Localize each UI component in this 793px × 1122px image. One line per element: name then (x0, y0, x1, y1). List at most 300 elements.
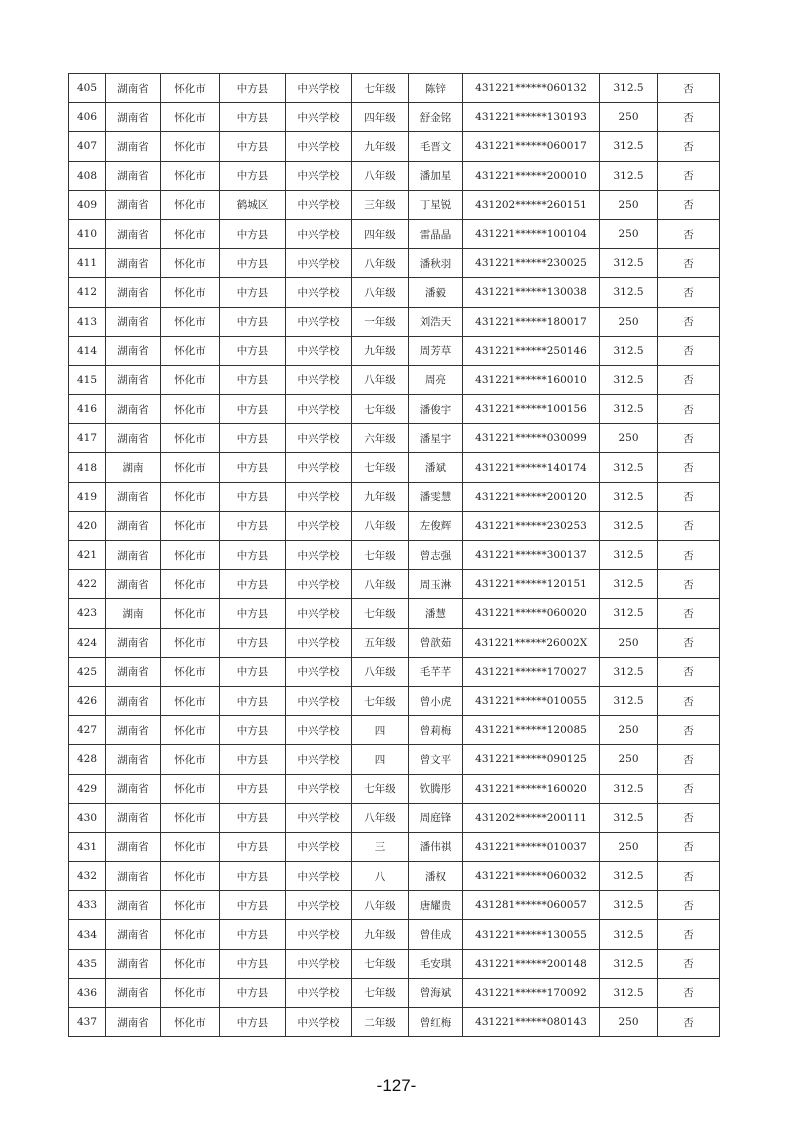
cell-amount: 250 (600, 307, 658, 336)
cell-school: 中兴学校 (286, 978, 352, 1007)
cell-student-name: 潘毅 (409, 278, 463, 307)
cell-id-number: 431221******200148 (463, 949, 600, 978)
cell-row-index: 406 (69, 103, 106, 132)
cell-row-index: 416 (69, 395, 106, 424)
table-row (69, 103, 720, 132)
cell-county: 中方县 (220, 716, 286, 745)
cell-id-number: 431221******26002X (463, 628, 600, 657)
cell-id-number: 431221******010055 (463, 686, 600, 715)
cell-row-index: 418 (69, 453, 106, 482)
cell-row-index: 417 (69, 424, 106, 453)
cell-county: 鹤城区 (220, 190, 286, 219)
cell-id-number: 431221******060020 (463, 599, 600, 628)
cell-row-index: 432 (69, 862, 106, 891)
cell-province: 湖南省 (106, 541, 161, 570)
cell-student-name: 潘慧 (409, 599, 463, 628)
cell-county: 中方县 (220, 278, 286, 307)
cell-city: 怀化市 (161, 190, 220, 219)
cell-amount: 312.5 (600, 249, 658, 278)
cell-flag: 否 (658, 599, 720, 628)
cell-amount: 312.5 (600, 453, 658, 482)
cell-grade: 七年级 (352, 686, 409, 715)
cell-amount: 250 (600, 219, 658, 248)
cell-city: 怀化市 (161, 599, 220, 628)
cell-row-index: 437 (69, 1008, 106, 1037)
cell-id-number: 431221******010037 (463, 832, 600, 861)
cell-id-number: 431202******260151 (463, 190, 600, 219)
cell-grade: 二年级 (352, 1008, 409, 1037)
cell-amount: 312.5 (600, 891, 658, 920)
cell-student-name: 潘加星 (409, 161, 463, 190)
cell-city: 怀化市 (161, 774, 220, 803)
cell-student-name: 曾佳成 (409, 920, 463, 949)
cell-amount: 312.5 (600, 278, 658, 307)
cell-id-number: 431202******200111 (463, 803, 600, 832)
cell-id-number: 431221******120085 (463, 716, 600, 745)
cell-city: 怀化市 (161, 336, 220, 365)
cell-row-index: 425 (69, 657, 106, 686)
cell-city: 怀化市 (161, 278, 220, 307)
cell-student-name: 潘秋羽 (409, 249, 463, 278)
cell-grade: 七年级 (352, 74, 409, 103)
cell-school: 中兴学校 (286, 774, 352, 803)
table-row (69, 920, 720, 949)
cell-row-index: 412 (69, 278, 106, 307)
table-row (69, 803, 720, 832)
cell-province: 湖南省 (106, 365, 161, 394)
cell-id-number: 431221******130055 (463, 920, 600, 949)
cell-city: 怀化市 (161, 1008, 220, 1037)
cell-id-number: 431221******200120 (463, 482, 600, 511)
cell-city: 怀化市 (161, 570, 220, 599)
table-row (69, 365, 720, 394)
cell-grade: 四年级 (352, 219, 409, 248)
cell-row-index: 431 (69, 832, 106, 861)
cell-row-index: 409 (69, 190, 106, 219)
table-row (69, 453, 720, 482)
cell-county: 中方县 (220, 657, 286, 686)
cell-city: 怀化市 (161, 920, 220, 949)
cell-row-index: 411 (69, 249, 106, 278)
cell-student-name: 曾红梅 (409, 1008, 463, 1037)
cell-county: 中方县 (220, 1008, 286, 1037)
cell-student-name: 刘浩天 (409, 307, 463, 336)
cell-id-number: 431221******140174 (463, 453, 600, 482)
cell-flag: 否 (658, 453, 720, 482)
cell-school: 中兴学校 (286, 249, 352, 278)
cell-student-name: 曾海斌 (409, 978, 463, 1007)
cell-flag: 否 (658, 716, 720, 745)
table-row (69, 657, 720, 686)
table-body (69, 74, 720, 1037)
cell-flag: 否 (658, 249, 720, 278)
cell-amount: 250 (600, 103, 658, 132)
cell-city: 怀化市 (161, 219, 220, 248)
cell-row-index: 435 (69, 949, 106, 978)
cell-county: 中方县 (220, 307, 286, 336)
cell-student-name: 曾歆茹 (409, 628, 463, 657)
cell-city: 怀化市 (161, 832, 220, 861)
cell-amount: 250 (600, 745, 658, 774)
cell-grade: 八年级 (352, 365, 409, 394)
cell-county: 中方县 (220, 132, 286, 161)
cell-county: 中方县 (220, 424, 286, 453)
cell-student-name: 潘伟祺 (409, 832, 463, 861)
cell-student-name: 潘权 (409, 862, 463, 891)
cell-school: 中兴学校 (286, 424, 352, 453)
cell-amount: 312.5 (600, 365, 658, 394)
cell-row-index: 415 (69, 365, 106, 394)
cell-province: 湖南省 (106, 424, 161, 453)
cell-city: 怀化市 (161, 482, 220, 511)
cell-student-name: 潘俊宇 (409, 395, 463, 424)
cell-grade: 八年级 (352, 891, 409, 920)
cell-student-name: 周玉淋 (409, 570, 463, 599)
cell-row-index: 405 (69, 74, 106, 103)
cell-county: 中方县 (220, 511, 286, 540)
cell-id-number: 431221******180017 (463, 307, 600, 336)
cell-school: 中兴学校 (286, 949, 352, 978)
cell-id-number: 431221******200010 (463, 161, 600, 190)
table-row (69, 132, 720, 161)
cell-amount: 312.5 (600, 132, 658, 161)
cell-flag: 否 (658, 482, 720, 511)
cell-province: 湖南省 (106, 336, 161, 365)
cell-school: 中兴学校 (286, 74, 352, 103)
cell-flag: 否 (658, 803, 720, 832)
cell-province: 湖南省 (106, 920, 161, 949)
table-row (69, 599, 720, 628)
table-row (69, 278, 720, 307)
cell-flag: 否 (658, 541, 720, 570)
cell-row-index: 434 (69, 920, 106, 949)
student-table (68, 73, 720, 1037)
cell-amount: 250 (600, 424, 658, 453)
cell-student-name: 毛晋文 (409, 132, 463, 161)
cell-province: 湖南 (106, 453, 161, 482)
cell-row-index: 408 (69, 161, 106, 190)
cell-row-index: 426 (69, 686, 106, 715)
cell-id-number: 431281******060057 (463, 891, 600, 920)
cell-row-index: 422 (69, 570, 106, 599)
cell-flag: 否 (658, 774, 720, 803)
cell-student-name: 周庭锋 (409, 803, 463, 832)
table-row (69, 1008, 720, 1037)
cell-grade: 五年级 (352, 628, 409, 657)
cell-student-name: 毛安琪 (409, 949, 463, 978)
table-row (69, 745, 720, 774)
cell-school: 中兴学校 (286, 482, 352, 511)
cell-city: 怀化市 (161, 745, 220, 774)
cell-row-index: 428 (69, 745, 106, 774)
cell-city: 怀化市 (161, 249, 220, 278)
cell-city: 怀化市 (161, 424, 220, 453)
cell-city: 怀化市 (161, 365, 220, 394)
cell-county: 中方县 (220, 74, 286, 103)
cell-flag: 否 (658, 219, 720, 248)
cell-county: 中方县 (220, 774, 286, 803)
cell-row-index: 430 (69, 803, 106, 832)
cell-province: 湖南省 (106, 103, 161, 132)
cell-id-number: 431221******100156 (463, 395, 600, 424)
cell-student-name: 潘雯慧 (409, 482, 463, 511)
cell-flag: 否 (658, 570, 720, 599)
cell-province: 湖南省 (106, 132, 161, 161)
cell-province: 湖南省 (106, 307, 161, 336)
cell-amount: 312.5 (600, 657, 658, 686)
cell-county: 中方县 (220, 336, 286, 365)
cell-grade: 八年级 (352, 161, 409, 190)
cell-grade: 一年级 (352, 307, 409, 336)
cell-amount: 250 (600, 190, 658, 219)
cell-province: 湖南省 (106, 774, 161, 803)
cell-flag: 否 (658, 657, 720, 686)
cell-row-index: 436 (69, 978, 106, 1007)
cell-id-number: 431221******170027 (463, 657, 600, 686)
cell-grade: 七年级 (352, 541, 409, 570)
cell-school: 中兴学校 (286, 1008, 352, 1037)
cell-province: 湖南省 (106, 219, 161, 248)
table-row (69, 541, 720, 570)
cell-student-name: 舒金铭 (409, 103, 463, 132)
cell-amount: 312.5 (600, 395, 658, 424)
cell-student-name: 潘斌 (409, 453, 463, 482)
cell-county: 中方县 (220, 599, 286, 628)
cell-row-index: 407 (69, 132, 106, 161)
cell-grade: 七年级 (352, 978, 409, 1007)
cell-flag: 否 (658, 686, 720, 715)
cell-city: 怀化市 (161, 657, 220, 686)
cell-province: 湖南省 (106, 949, 161, 978)
cell-province: 湖南省 (106, 628, 161, 657)
cell-student-name: 曾志强 (409, 541, 463, 570)
cell-student-name: 周亮 (409, 365, 463, 394)
cell-province: 湖南省 (106, 482, 161, 511)
cell-city: 怀化市 (161, 511, 220, 540)
cell-city: 怀化市 (161, 453, 220, 482)
cell-flag: 否 (658, 365, 720, 394)
cell-flag: 否 (658, 190, 720, 219)
table-row (69, 628, 720, 657)
cell-grade: 三年级 (352, 190, 409, 219)
cell-school: 中兴学校 (286, 686, 352, 715)
cell-province: 湖南省 (106, 657, 161, 686)
cell-province: 湖南省 (106, 716, 161, 745)
cell-city: 怀化市 (161, 949, 220, 978)
cell-id-number: 431221******160010 (463, 365, 600, 394)
cell-student-name: 潘星宇 (409, 424, 463, 453)
cell-county: 中方县 (220, 161, 286, 190)
cell-county: 中方县 (220, 803, 286, 832)
cell-county: 中方县 (220, 482, 286, 511)
cell-amount: 312.5 (600, 541, 658, 570)
cell-province: 湖南省 (106, 745, 161, 774)
cell-county: 中方县 (220, 570, 286, 599)
cell-county: 中方县 (220, 395, 286, 424)
cell-school: 中兴学校 (286, 336, 352, 365)
cell-grade: 四年级 (352, 103, 409, 132)
cell-grade: 八年级 (352, 803, 409, 832)
cell-school: 中兴学校 (286, 365, 352, 394)
table-row (69, 424, 720, 453)
cell-city: 怀化市 (161, 862, 220, 891)
cell-student-name: 陈锌 (409, 74, 463, 103)
cell-grade: 七年级 (352, 453, 409, 482)
cell-student-name: 钦腾彤 (409, 774, 463, 803)
cell-grade: 三 (352, 832, 409, 861)
cell-flag: 否 (658, 307, 720, 336)
cell-row-index: 433 (69, 891, 106, 920)
cell-flag: 否 (658, 132, 720, 161)
cell-province: 湖南省 (106, 978, 161, 1007)
cell-id-number: 431221******090125 (463, 745, 600, 774)
cell-grade: 四 (352, 716, 409, 745)
cell-school: 中兴学校 (286, 891, 352, 920)
cell-row-index: 424 (69, 628, 106, 657)
cell-flag: 否 (658, 832, 720, 861)
table-row (69, 161, 720, 190)
cell-amount: 312.5 (600, 920, 658, 949)
cell-row-index: 420 (69, 511, 106, 540)
cell-county: 中方县 (220, 686, 286, 715)
cell-province: 湖南省 (106, 161, 161, 190)
cell-county: 中方县 (220, 249, 286, 278)
cell-school: 中兴学校 (286, 103, 352, 132)
cell-amount: 250 (600, 716, 658, 745)
cell-flag: 否 (658, 949, 720, 978)
cell-grade: 八 (352, 862, 409, 891)
cell-school: 中兴学校 (286, 920, 352, 949)
cell-county: 中方县 (220, 949, 286, 978)
cell-flag: 否 (658, 278, 720, 307)
cell-amount: 312.5 (600, 74, 658, 103)
cell-province: 湖南省 (106, 862, 161, 891)
cell-grade: 八年级 (352, 570, 409, 599)
cell-flag: 否 (658, 1008, 720, 1037)
cell-county: 中方县 (220, 920, 286, 949)
cell-flag: 否 (658, 862, 720, 891)
cell-id-number: 431221******060017 (463, 132, 600, 161)
cell-school: 中兴学校 (286, 161, 352, 190)
cell-school: 中兴学校 (286, 862, 352, 891)
cell-flag: 否 (658, 103, 720, 132)
cell-id-number: 431221******250146 (463, 336, 600, 365)
cell-amount: 312.5 (600, 570, 658, 599)
table-row (69, 774, 720, 803)
cell-grade: 八年级 (352, 657, 409, 686)
cell-school: 中兴学校 (286, 307, 352, 336)
cell-county: 中方县 (220, 891, 286, 920)
table-row (69, 219, 720, 248)
cell-id-number: 431221******300137 (463, 541, 600, 570)
cell-school: 中兴学校 (286, 453, 352, 482)
cell-city: 怀化市 (161, 716, 220, 745)
cell-county: 中方县 (220, 832, 286, 861)
cell-amount: 312.5 (600, 161, 658, 190)
cell-city: 怀化市 (161, 395, 220, 424)
cell-grade: 九年级 (352, 920, 409, 949)
cell-county: 中方县 (220, 365, 286, 394)
cell-flag: 否 (658, 978, 720, 1007)
page-number: -127- (376, 1076, 417, 1095)
cell-county: 中方县 (220, 978, 286, 1007)
cell-amount: 312.5 (600, 686, 658, 715)
cell-flag: 否 (658, 745, 720, 774)
cell-school: 中兴学校 (286, 511, 352, 540)
cell-county: 中方县 (220, 541, 286, 570)
cell-flag: 否 (658, 920, 720, 949)
cell-province: 湖南省 (106, 395, 161, 424)
cell-amount: 312.5 (600, 336, 658, 365)
table-row (69, 862, 720, 891)
table-row (69, 482, 720, 511)
cell-school: 中兴学校 (286, 278, 352, 307)
cell-city: 怀化市 (161, 541, 220, 570)
cell-county: 中方县 (220, 862, 286, 891)
cell-student-name: 周芳草 (409, 336, 463, 365)
cell-county: 中方县 (220, 103, 286, 132)
cell-grade: 七年级 (352, 395, 409, 424)
table-row (69, 891, 720, 920)
cell-amount: 312.5 (600, 978, 658, 1007)
cell-school: 中兴学校 (286, 541, 352, 570)
cell-flag: 否 (658, 511, 720, 540)
cell-student-name: 丁星锐 (409, 190, 463, 219)
cell-amount: 250 (600, 832, 658, 861)
cell-row-index: 421 (69, 541, 106, 570)
table-row (69, 570, 720, 599)
cell-school: 中兴学校 (286, 132, 352, 161)
table-row (69, 511, 720, 540)
cell-school: 中兴学校 (286, 832, 352, 861)
cell-id-number: 431221******030099 (463, 424, 600, 453)
cell-amount: 250 (600, 628, 658, 657)
table-row (69, 716, 720, 745)
cell-school: 中兴学校 (286, 570, 352, 599)
cell-student-name: 左俊辉 (409, 511, 463, 540)
cell-flag: 否 (658, 161, 720, 190)
table-row (69, 249, 720, 278)
cell-city: 怀化市 (161, 103, 220, 132)
cell-grade: 八年级 (352, 249, 409, 278)
table-row (69, 832, 720, 861)
cell-school: 中兴学校 (286, 803, 352, 832)
cell-id-number: 431221******230025 (463, 249, 600, 278)
table-row (69, 395, 720, 424)
cell-school: 中兴学校 (286, 219, 352, 248)
cell-id-number: 431221******060032 (463, 862, 600, 891)
cell-amount: 250 (600, 1008, 658, 1037)
cell-grade: 八年级 (352, 278, 409, 307)
cell-city: 怀化市 (161, 307, 220, 336)
cell-grade: 九年级 (352, 482, 409, 511)
cell-province: 湖南省 (106, 891, 161, 920)
cell-flag: 否 (658, 74, 720, 103)
cell-amount: 312.5 (600, 774, 658, 803)
cell-province: 湖南省 (106, 686, 161, 715)
cell-student-name: 唐耀贵 (409, 891, 463, 920)
cell-id-number: 431221******130038 (463, 278, 600, 307)
cell-grade: 六年级 (352, 424, 409, 453)
cell-county: 中方县 (220, 219, 286, 248)
cell-row-index: 419 (69, 482, 106, 511)
cell-row-index: 414 (69, 336, 106, 365)
table-row (69, 949, 720, 978)
cell-city: 怀化市 (161, 132, 220, 161)
cell-grade: 七年级 (352, 599, 409, 628)
cell-school: 中兴学校 (286, 628, 352, 657)
cell-province: 湖南省 (106, 278, 161, 307)
